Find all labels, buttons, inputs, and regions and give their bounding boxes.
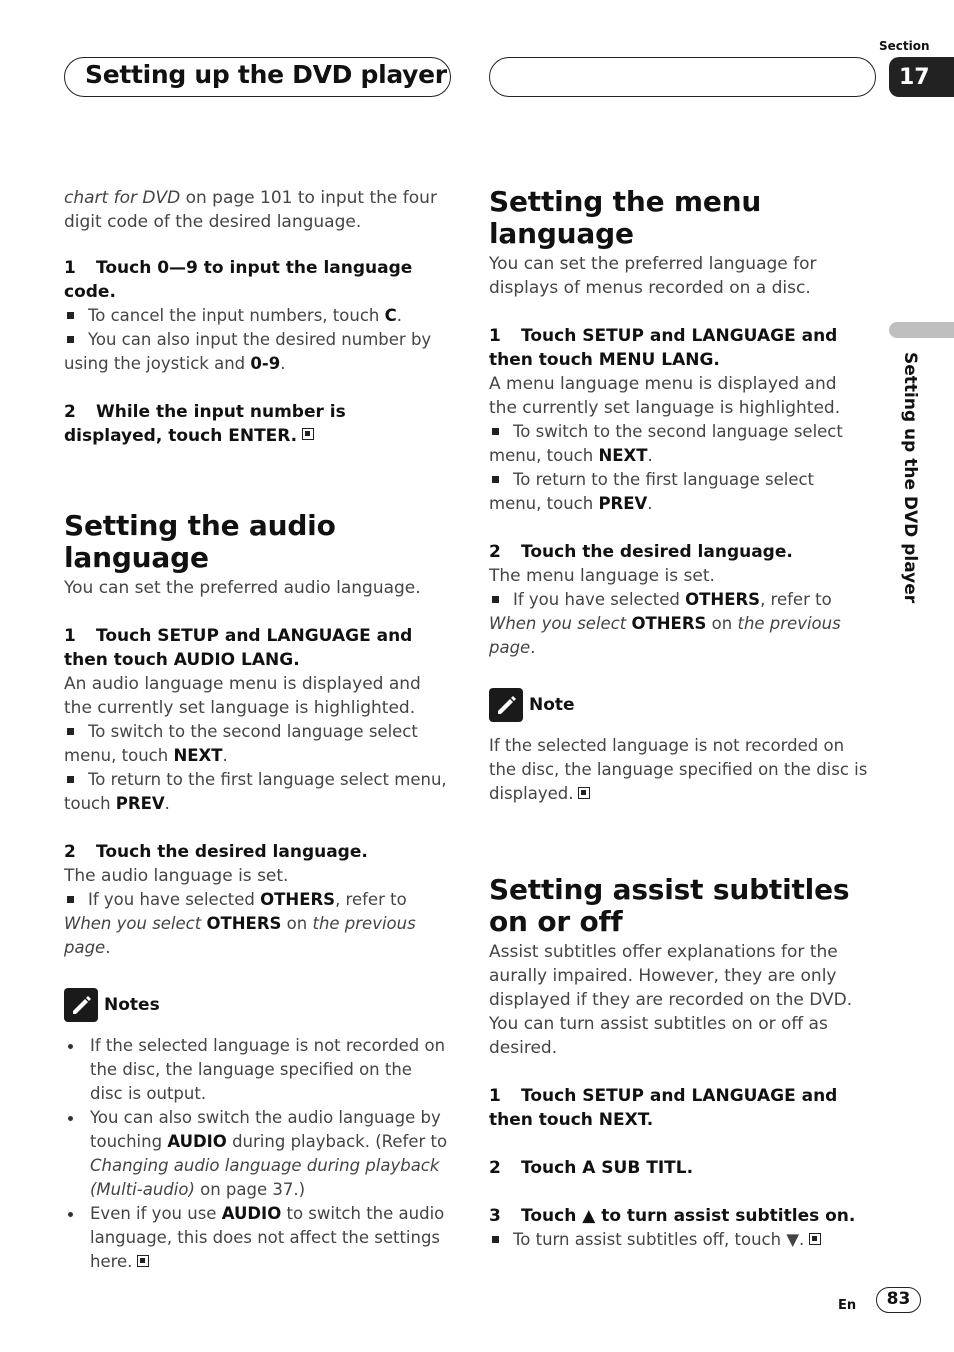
- section-label: Section: [879, 39, 930, 53]
- step-2: 2 While the input number is displayed, touch ENTER.: [64, 402, 346, 446]
- list-item: If the selected language is not recorded on the disc, the language specified on the disc is output.: [64, 1034, 448, 1106]
- audio-step-1: 1 Touch SETUP and LANGUAGE and then touch AUDIO LANG.: [64, 626, 413, 670]
- right-column: [489, 186, 869, 1252]
- bullet-item: To return to the first language select menu, touch PREV.: [489, 470, 815, 513]
- left-column: [64, 186, 448, 1274]
- header-empty-pill: [489, 57, 876, 97]
- subtitles-step-3: 3 Touch ▲ to turn assist subtitles on.: [489, 1206, 856, 1226]
- audio-step-2-desc: The audio language is set.: [64, 866, 289, 886]
- audio-step-2: 2 Touch the desired language.: [64, 842, 368, 862]
- list-item: Even if you use AUDIO to switch the audio language, this does not affect the settings here.: [64, 1202, 448, 1274]
- end-mark-icon: [302, 428, 314, 440]
- end-mark-icon: [809, 1233, 821, 1245]
- subtitles-p1: Assist subtitles offer explanations for the aurally impaired. However, they are only displayed if they are recorded on the DVD.: [489, 942, 853, 1010]
- end-mark-icon: [578, 787, 590, 799]
- page-number: 83: [876, 1287, 921, 1313]
- notes-header: [64, 988, 448, 1022]
- end-mark-icon: [137, 1255, 149, 1267]
- audio-step-1-desc: An audio language menu is displayed and the currently set language is highlighted.: [64, 674, 421, 718]
- notes-title: Notes: [104, 995, 160, 1015]
- heading-assist-subtitles: Setting assist subtitles on or off: [489, 873, 850, 938]
- subtitles-p2: You can turn assist subtitles on or off as desired.: [489, 1014, 828, 1058]
- note-header: [489, 688, 869, 722]
- menu-intro: You can set the preferred language for displays of menus recorded on a disc.: [489, 254, 817, 298]
- side-tab-text: Setting up the DVD player: [900, 352, 920, 604]
- menu-step-2: 2 Touch the desired language.: [489, 542, 793, 562]
- bullet-item: To switch to the second language select menu, touch NEXT.: [489, 422, 843, 465]
- intro-paragraph: chart for DVD on page 101 to input the four digit code of the desired language.: [64, 188, 437, 232]
- section-number: 17: [889, 57, 954, 97]
- bullet-item: You can also input the desired number by using the joystick and 0-9.: [64, 330, 432, 373]
- header-title-pill: [64, 57, 451, 97]
- bullet-item: To switch to the second language select menu, touch NEXT.: [64, 722, 418, 765]
- list-item: You can also switch the audio language by touching AUDIO during playback. (Refer to Changing audio language during playback (Multi-audio) on page 37.): [64, 1106, 448, 1202]
- notes-list: [64, 1034, 448, 1274]
- note-title: Note: [529, 695, 575, 715]
- bullet-item: If you have selected OTHERS, refer to When you select OTHERS on the previous page.: [489, 590, 841, 657]
- bullet-item: To turn assist subtitles off, touch ▼.: [489, 1228, 869, 1252]
- header-title: Setting up the DVD player: [85, 60, 447, 89]
- footer-language: En: [838, 1298, 857, 1313]
- subtitles-step-2: 2 Touch A SUB TITL.: [489, 1158, 694, 1178]
- heading-audio-language: Setting the audio language: [64, 509, 336, 574]
- note-text: If the selected language is not recorded on the disc, the language specified on the disc is displayed.: [489, 736, 868, 803]
- pencil-icon: [489, 688, 523, 722]
- step-1: 1 Touch 0—9 to input the language code.: [64, 258, 413, 302]
- menu-step-1: 1 Touch SETUP and LANGUAGE and then touch MENU LANG.: [489, 326, 838, 370]
- menu-step-1-desc: A menu language menu is displayed and the currently set language is highlighted.: [489, 374, 841, 418]
- heading-menu-language: Setting the menu language: [489, 185, 762, 250]
- bullet-item: To return to the first language select menu, touch PREV.: [64, 770, 447, 813]
- subtitles-step-1: 1 Touch SETUP and LANGUAGE and then touch NEXT.: [489, 1086, 838, 1130]
- bullet-item: To cancel the input numbers, touch C.: [64, 304, 448, 328]
- menu-step-2-desc: The menu language is set.: [489, 566, 715, 586]
- bullet-item: If you have selected OTHERS, refer to When you select OTHERS on the previous page.: [64, 890, 416, 957]
- audio-intro: You can set the preferred audio language.: [64, 578, 421, 598]
- side-tab-marker: [889, 322, 954, 338]
- pencil-icon: [64, 988, 98, 1022]
